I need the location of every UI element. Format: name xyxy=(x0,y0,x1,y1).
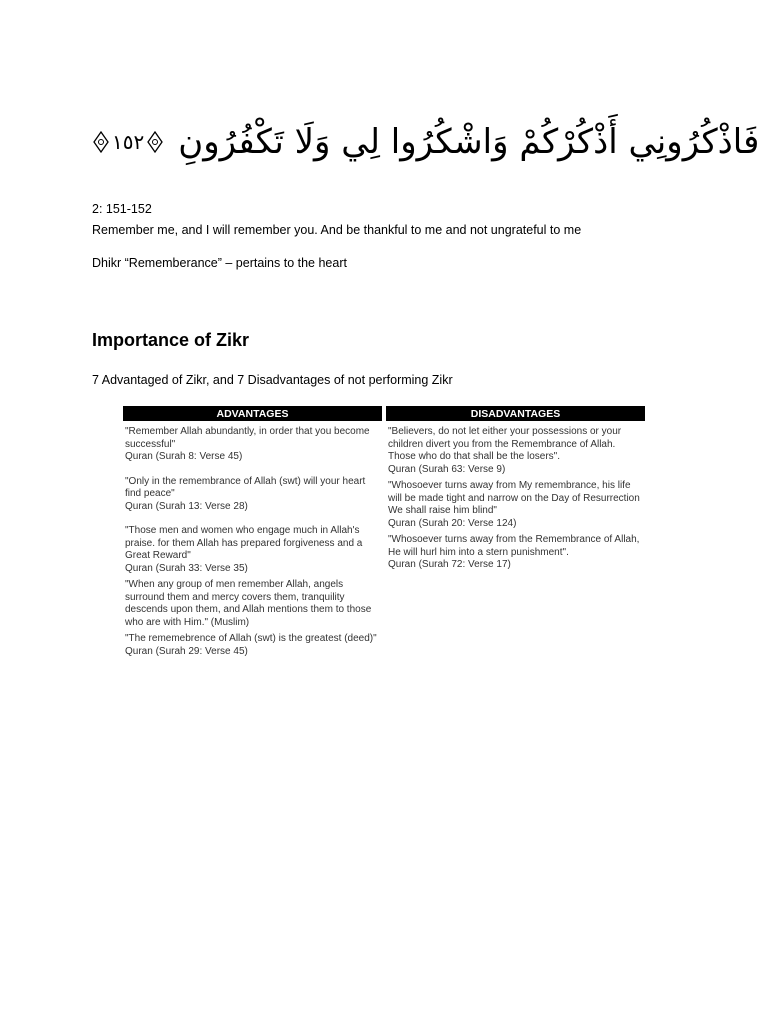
advantage-text: "Those men and women who engage much in Allah's praise. for them Allah has prepared forgiveness and a Great Reward" xyxy=(125,525,363,561)
advantage-text: "Only in the remembrance of Allah (swt) will your heart find peace" xyxy=(125,475,366,499)
disadvantage-text: "Whosoever turns away from My remembrance, his life will be made tight and narrow on the Day of Resurrection We shall raise him blind" xyxy=(388,480,640,516)
advantage-text: "Remember Allah abundantly, in order that you become successful" xyxy=(125,426,370,450)
advantage-text: "The rememebrence of Allah (swt) is the greatest (deed)" xyxy=(125,633,377,644)
disadvantage-item xyxy=(388,480,643,530)
dhikr-definition: Dhikr “Rememberance” – pertains to the heart xyxy=(92,256,347,270)
disadvantage-source: Quran (Surah 72: Verse 17) xyxy=(388,559,511,570)
advantage-source: Quran (Surah 13: Verse 28) xyxy=(125,500,248,512)
disadvantage-text: "Believers, do not let either your possessions or your children divert you from the Remembrance of Allah. Those who do that shall be the losers". xyxy=(388,426,622,462)
verse-number: ١٥٢ xyxy=(112,130,145,154)
advantage-item xyxy=(125,525,380,575)
disadvantage-text: "Whosoever turns away from the Remembrance of Allah, He will hurl him into a stern punishment". xyxy=(388,534,640,558)
disadvantage-source: Quran (Surah 20: Verse 124) xyxy=(388,517,517,529)
advantage-item xyxy=(125,476,380,514)
verse-reference: 2: 151-152 xyxy=(92,202,152,216)
zikr-table xyxy=(119,406,649,670)
verse-number-marker xyxy=(92,130,164,154)
disadvantage-item xyxy=(388,426,643,476)
advantages-header: ADVANTAGES xyxy=(123,406,382,421)
advantage-source: Quran (Surah 29: Verse 45) xyxy=(125,645,248,657)
advantage-source: Quran (Surah 8: Verse 45) xyxy=(125,451,243,462)
verse-arabic-text: فَاذْكُرُونِي أَذْكُرْكُمْ وَاشْكُرُوا لِي وَلَا تَكْفُرُونِ xyxy=(178,122,760,162)
ornament-icon xyxy=(146,131,164,153)
quran-verse xyxy=(92,106,760,178)
advantage-source: Quran (Surah 33: Verse 35) xyxy=(125,562,248,574)
disadvantage-item xyxy=(388,534,643,572)
ornament-icon xyxy=(92,131,110,153)
verse-translation: Remember me, and I will remember you. And be thankful to me and not ungrateful to me xyxy=(92,223,582,237)
disadvantages-header: DISADVANTAGES xyxy=(386,406,645,421)
advantage-item xyxy=(125,633,380,658)
advantage-text: "When any group of men remember Allah, angels surround them and mercy covers them, tranquility descends upon them, and Allah mentions them to those who are with Him." (Muslim) xyxy=(125,579,372,628)
disadvantage-source: Quran (Surah 63: Verse 9) xyxy=(388,463,506,475)
advantage-item xyxy=(125,426,380,464)
advantage-item xyxy=(125,579,380,629)
section-heading: Importance of Zikr xyxy=(92,330,250,350)
section-subheading: 7 Advantaged of Zikr, and 7 Disadvantages of not performing Zikr xyxy=(92,373,453,387)
advantages-column xyxy=(123,421,382,670)
disadvantages-column xyxy=(386,421,645,670)
